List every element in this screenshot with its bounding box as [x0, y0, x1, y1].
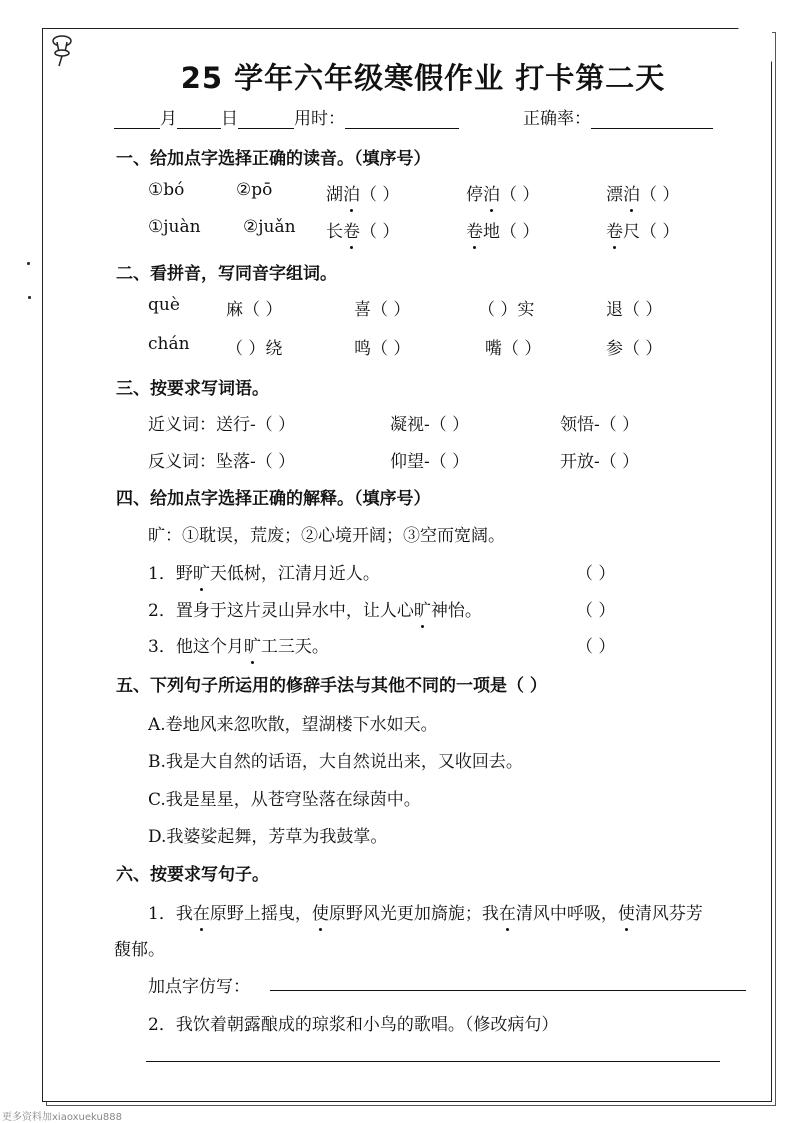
time-used-label: 用时： — [294, 109, 345, 129]
s2-chan-c[interactable]: 嘴（ ） — [485, 339, 542, 359]
s2-que-c[interactable]: （ ）实 — [478, 300, 535, 320]
s4-definitions: 旷：①耽误，荒废；②心境开阔；③空而宽阔。 — [148, 526, 505, 546]
time-blank-1[interactable] — [238, 110, 294, 129]
section-6-heading: 六、按要求写句子。 — [116, 865, 269, 885]
s4-question-2: 2．置身于这片灵山异水中，让人心旷神怡。 — [148, 601, 482, 621]
s6-question-2: 2．我饮着朝露酿成的琼浆和小鸟的歌唱。（修改病句） — [148, 1015, 559, 1035]
s2-que-d[interactable]: 退（ ） — [606, 300, 663, 320]
s2-pinyin-que: què — [148, 295, 180, 315]
s3-antonym-3[interactable]: 开放-（ ） — [560, 452, 640, 472]
s6-question-1-line-1: 1．我在原野上摇曳，使原野风光更加旖旎；我在清风中呼吸，使清风芬芳 — [148, 904, 703, 924]
date-time-row — [114, 104, 459, 129]
scan-speck — [28, 296, 31, 299]
s5-option-c[interactable]: C.我是星星，从苍穹坠落在绿茵中。 — [148, 790, 421, 810]
s1-opt-bo: ①bó — [148, 180, 185, 200]
pushpin-icon — [46, 32, 78, 68]
s6-question-1-line-2: 馥郁。 — [114, 940, 165, 960]
s6-imitate-label: 加点字仿写： — [148, 977, 250, 997]
s5-option-b[interactable]: B.我是大自然的话语，大自然说出来，又收回去。 — [148, 752, 523, 772]
s2-chan-d[interactable]: 参（ ） — [606, 339, 663, 359]
s5-option-d[interactable]: D.我婆娑起舞，芳草为我鼓掌。 — [148, 827, 388, 847]
day-blank[interactable] — [177, 110, 221, 129]
s3-antonym-1[interactable]: 反义词：坠落-（ ） — [148, 452, 296, 472]
s2-chan-a[interactable]: （ ）绕 — [226, 339, 283, 359]
s2-que-a[interactable]: 麻（ ） — [226, 300, 283, 320]
s1-word-tingbo[interactable]: 停泊（ ） — [466, 185, 540, 205]
accuracy-label: 正确率： — [523, 109, 591, 129]
s4-question-3: 3．他这个月旷工三天。 — [148, 637, 329, 657]
watermark: 更多资料加xiaoxueku888 — [2, 1112, 122, 1123]
section-2-heading: 二、看拼音，写同音字组词。 — [116, 264, 337, 284]
s1-opt-juan4: ①juàn — [148, 217, 201, 237]
section-4-heading: 四、给加点字选择正确的解释。（填序号） — [116, 489, 431, 509]
s6-q2-answer-line[interactable] — [146, 1061, 720, 1062]
s3-synonym-2[interactable]: 凝视-（ ） — [390, 415, 470, 435]
s4-question-1: 1．野旷天低树，江清月近人。 — [148, 564, 380, 584]
s4-answer-1[interactable]: （ ） — [576, 564, 616, 584]
month-label: 月 — [160, 109, 177, 129]
s1-word-hubo[interactable]: 湖泊（ ） — [326, 185, 400, 205]
s1-word-juandi[interactable]: 卷地（ ） — [466, 222, 540, 242]
s1-word-changjuan[interactable]: 长卷（ ） — [326, 222, 400, 242]
s1-word-piaobo[interactable]: 漂泊（ ） — [606, 185, 680, 205]
s1-opt-po: ②pō — [236, 180, 273, 200]
s3-synonym-3[interactable]: 领悟-（ ） — [560, 415, 640, 435]
s3-antonym-2[interactable]: 仰望-（ ） — [390, 452, 470, 472]
s2-chan-b[interactable]: 鸣（ ） — [354, 339, 411, 359]
section-3-heading: 三、按要求写词语。 — [116, 379, 269, 399]
accuracy-row — [523, 104, 713, 129]
month-blank[interactable] — [114, 110, 160, 129]
section-5-heading: 五、下列句子所运用的修辞手法与其他不同的一项是（ ） — [116, 676, 547, 696]
s1-word-juanchi[interactable]: 卷尺（ ） — [606, 222, 680, 242]
section-1-heading: 一、给加点字选择正确的读音。（填序号） — [116, 149, 431, 169]
s4-answer-3[interactable]: （ ） — [576, 637, 616, 657]
scan-speck — [27, 262, 30, 265]
accuracy-blank[interactable] — [591, 110, 713, 129]
s2-que-b[interactable]: 喜（ ） — [354, 300, 411, 320]
page-title: 25 学年六年级寒假作业 打卡第二天 — [180, 61, 666, 95]
s2-pinyin-chan: chán — [148, 334, 190, 354]
time-blank-2[interactable] — [345, 110, 459, 129]
s5-option-a[interactable]: A.卷地风来忽吹散，望湖楼下水如天。 — [148, 715, 438, 735]
s6-imitate-answer-line[interactable] — [270, 990, 746, 991]
day-label: 日 — [221, 109, 238, 129]
s3-synonym-1[interactable]: 近义词：送行-（ ） — [148, 415, 296, 435]
s4-answer-2[interactable]: （ ） — [576, 601, 616, 621]
s1-opt-juan3: ②juǎn — [243, 217, 296, 237]
